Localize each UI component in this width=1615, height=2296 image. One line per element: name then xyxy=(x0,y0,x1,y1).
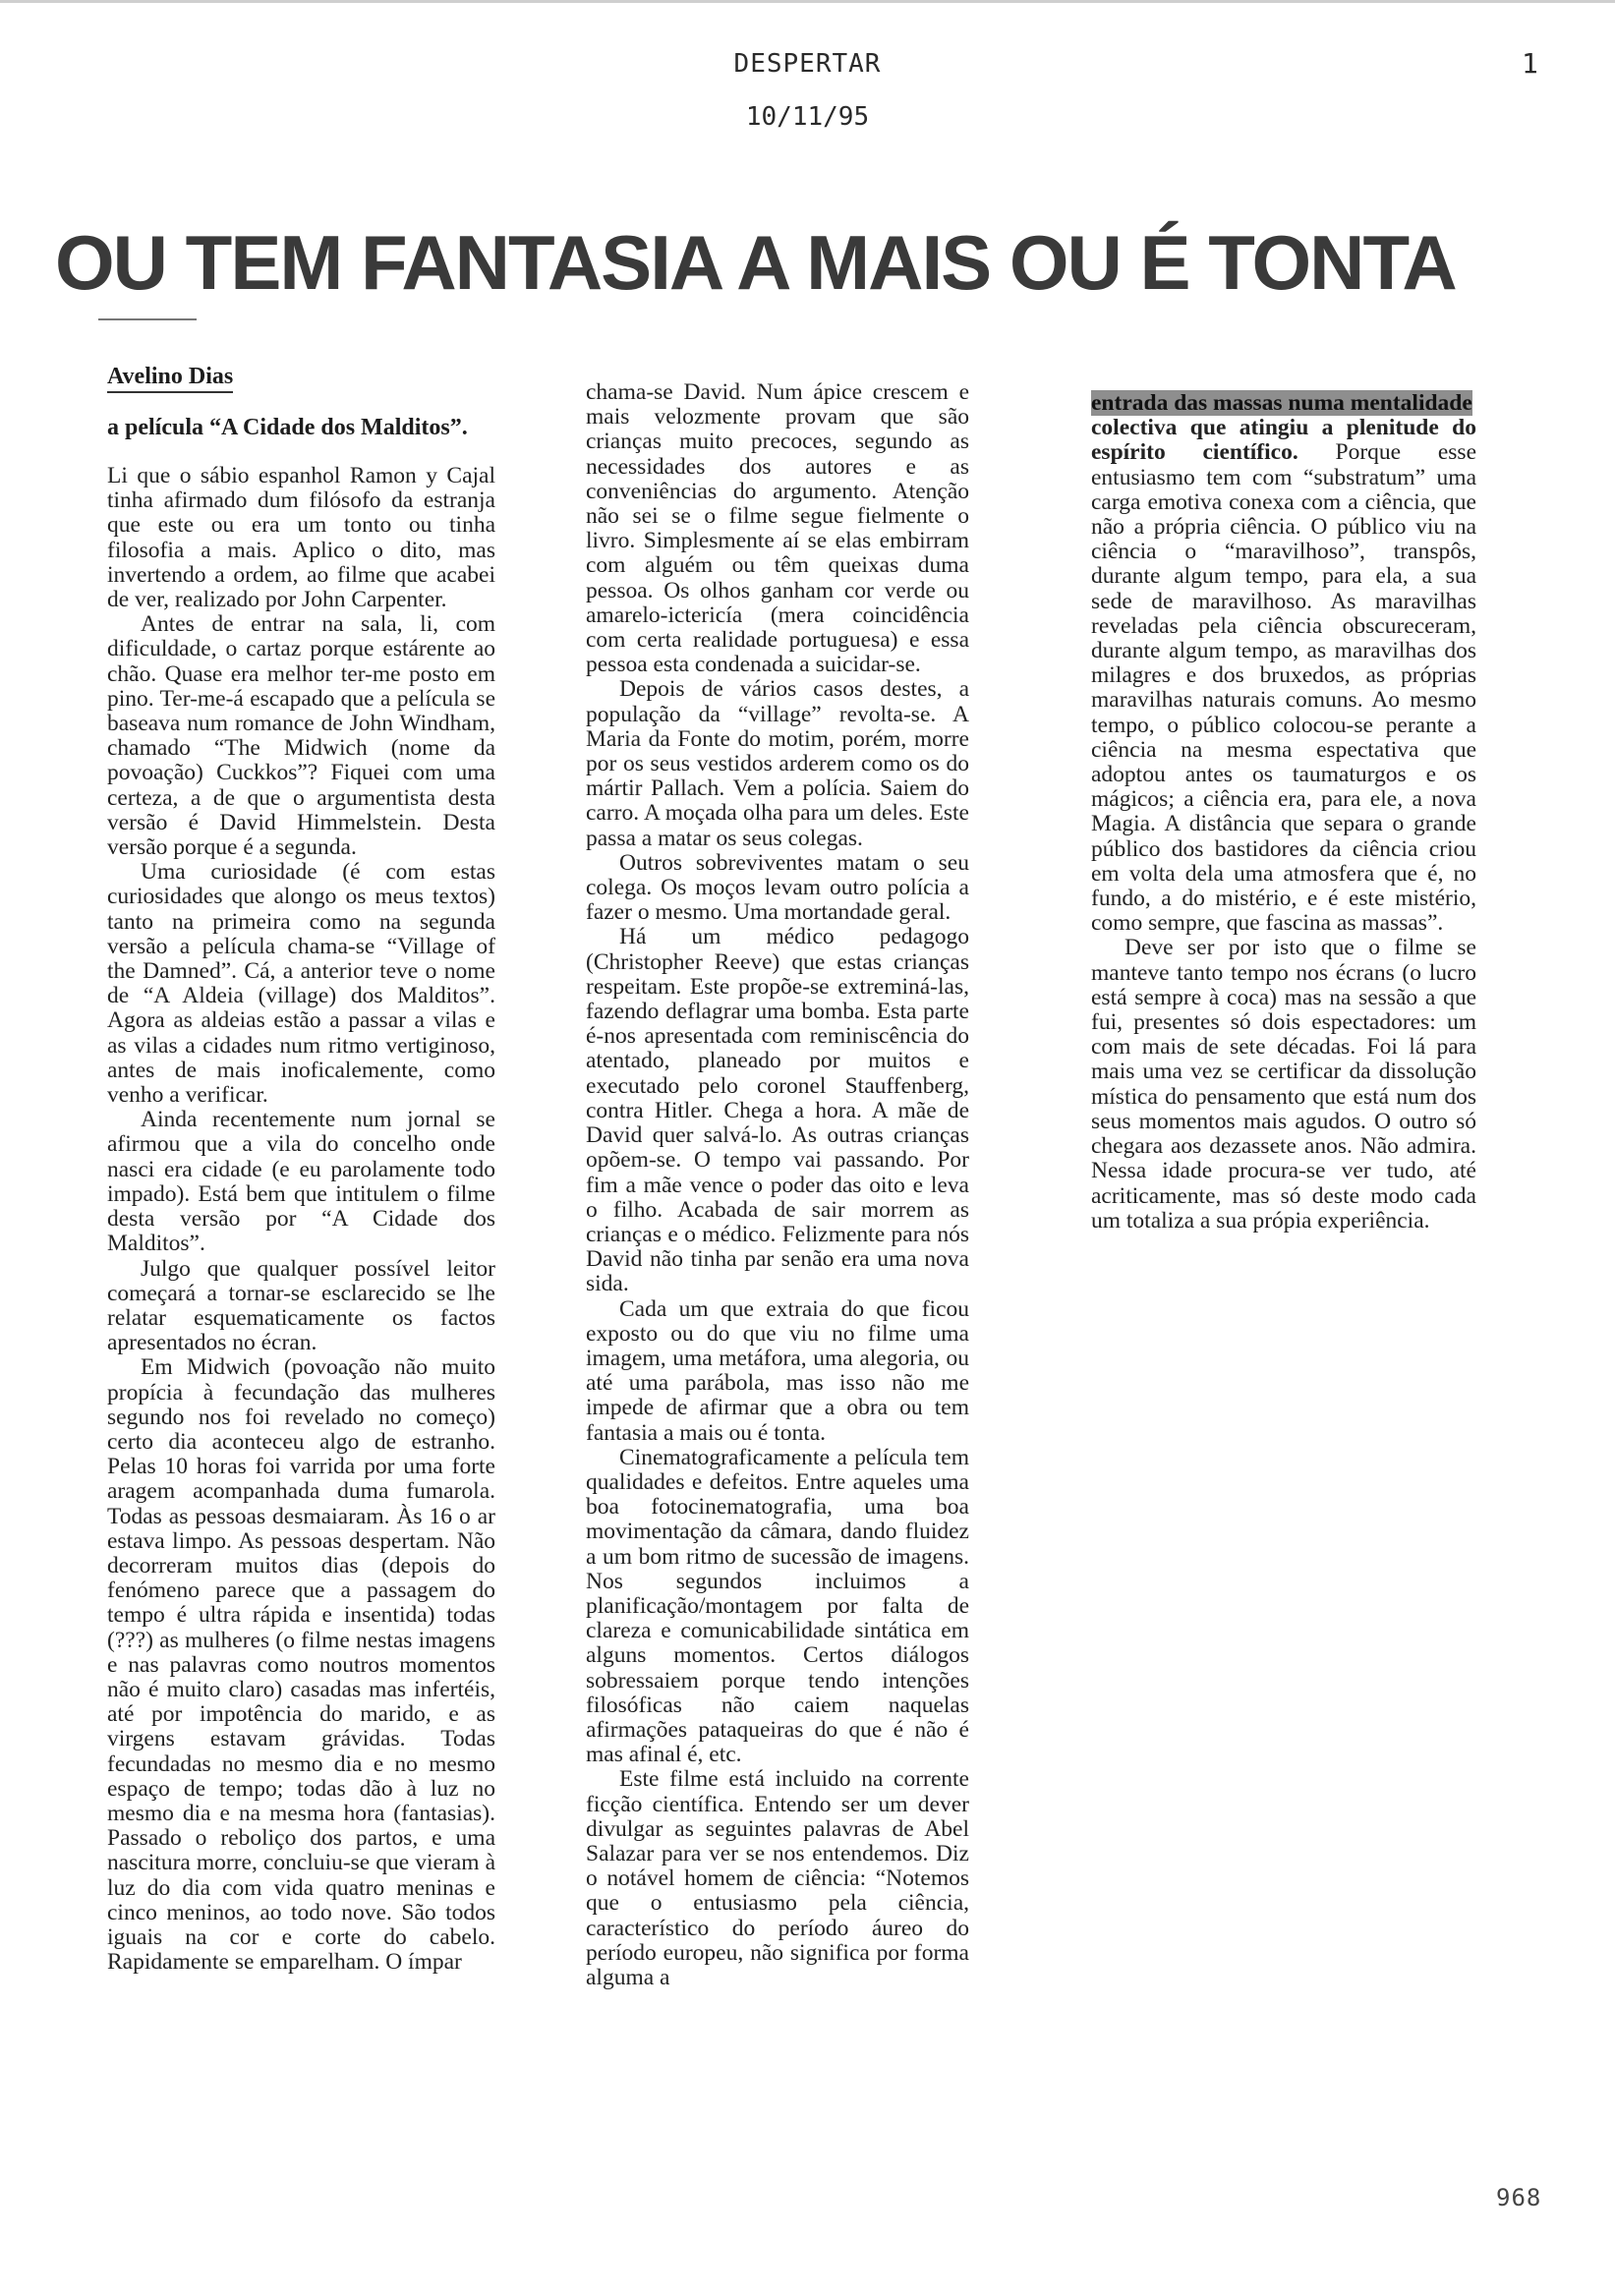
paragraph xyxy=(1091,391,1476,936)
headline-rule xyxy=(98,318,197,320)
paragraph: Julgo que qualquer possível leitor começará a tornar-se esclarecido se lhe relatar esquematicamente os factos apresentados no écran. xyxy=(107,1255,495,1356)
paragraph: Deve ser por isto que o filme se manteve tanto tempo nos écrans (o lucro está sempre à coca) mas na sessão a que fui, presentes só dois espectadores: um com mais de sete décadas. Foi lá para mais uma vez se certificar da dissolução mística do pensamento que está num dos seus momentos mais agudos. O outro só chegara aos dezassete anos. Não admira. Nessa idade procura-se ver tudo, até acriticamente, mas só deste modo cada um totaliza a sua própia experiência. xyxy=(1091,935,1476,1234)
archive-number: 968 xyxy=(1496,2184,1542,2211)
publication-name: DESPERTAR xyxy=(733,49,882,79)
intro-line: a película “A Cidade dos Malditos”. xyxy=(107,415,468,440)
paragraph: Uma curiosidade (é com estas curiosidades que alongo os meus textos) tanto na primeira como na segunda versão a película chama-se “Village of the Damned”. Cá, a anterior teve o nome de “A Aldeia (village) dos Malditos”. Agora as aldeias estão a passar a vilas e as vilas a cidades num ritmo vertiginoso, antes de mais inoficalemente, como venho a verificar. xyxy=(107,859,495,1109)
publication-date: 10/11/95 xyxy=(745,102,870,132)
paragraph: Li que o sábio espanhol Ramon y Cajal tinha afirmado dum filósofo da estranja que este ou era um tonto ou tinha filosofia a mais. Aplico o dito, mas invertendo a ordem, ao filme que acabei de ver, realizado por John Carpenter. xyxy=(107,463,495,613)
paragraph: Há um médico pedagogo (Christopher Reeve) que estas crianças respeitam. Este propõe-se extreminá-las, fazendo deflagrar uma bomba. Esta parte é-nos apresentada com reminiscência do atentado, planeado por muitos e executado pelo coronel Stauffenberg, contra Hitler. Chega a hora. A mãe de David quer salvá-lo. As outras crianças opõem-se. O tempo vai passando. Por fim a mãe vence o poder das oito e leva o filho. Acabada de sair morrem as crianças e o médico. Felizmente para nós David não tinha par senão era uma nova sida. xyxy=(586,924,969,1297)
paragraph: Antes de entrar na sala, li, com dificuldade, o cartaz porque estárente ao chão. Quase era melhor ter-me posto em pino. Ter-me-á escapado que a película se baseava num romance de John Windham, chamado “The Midwich (nome da povoação) Cuckkos”? Fiquei com uma certeza, a de que o argumentista desta versão é David Himmelstein. Desta versão porque é a segunda. xyxy=(107,611,495,861)
paragraph: Em Midwich (povoação não muito propícia à fecundação das mulheres segundo nos foi revelado no começo) certo dia aconteceu algo de estranho. Pelas 10 horas foi varrida por uma forte aragem acompanhada duma fumarola. Todas as pessoas desmaiaram. Às 16 o ar estava limpo. As pessoas despertam. Não decorreram muitos dias (depois do fenómeno parece que a passagem do tempo é ultra rápida e insentida) todas (???) as mulheres (o filme nestas imagens e nas palavras como noutros momentos não é muito claro) casadas mas infertéis, até por impotência do marido, e as virgens estavam grávidas. Todas fecundadas no mesmo dia e no mesmo espaço de tempo; todas dão à luz no mesmo dia e na mesma hora (fantasias). Passado o reboliço dos partos, e uma nascitura morre, concluiu-se que vieram à luz do dia com vida quatro meninas e cinco meninos, ao todo nove. São todos iguais na cor e corte do cabelo. Rapidamente se emparelham. O ímpar xyxy=(107,1354,495,1976)
lead-text: colectiva que atingiu a plenitude do espírito científico. xyxy=(1091,415,1476,466)
paragraph: Ainda recentemente num jornal se afirmou que a vila do concelho onde nasci era cidade (e eu parolamente todo impado). Está bem que intitulem o filme desta versão por “A Cidade dos Malditos”. xyxy=(107,1107,495,1257)
headline: OU TEM FANTASIA A MAIS OU É TONTA xyxy=(55,219,1456,306)
column-2 xyxy=(586,380,969,1990)
author-byline: Avelino Dias xyxy=(107,364,233,393)
top-border xyxy=(0,0,1615,3)
paragraph: Outros sobreviventes matam o seu colega. Os moços levam outro polícia a fazer o mesmo. Uma mortandade geral. xyxy=(586,849,969,926)
highlighted-text: entrada das massas numa mentalidade xyxy=(1091,390,1472,416)
paragraph: Cada um que extraia do que ficou exposto ou do que viu no filme uma imagem, uma metáfora, uma alegoria, ou até uma parábola, mas isso não me impede de afirmar que a obra ou tem fantasia a mais ou é tonta. xyxy=(586,1295,969,1446)
paragraph-text: Porque esse entusiasmo tem com “substratum” uma carga emotiva conexa com a ciência, que não a própria ciência. O público viu na ciência o “maravilhoso”, transpôs, durante algum tempo, para ela, a sua sede de maravilhoso. As maravilhas reveladas pela ciência obscureceram, durante algum tempo, as maravilhas dos milagres e dos bruxedos, as próprias maravilhas naturais comuns. Ao mesmo tempo, o público colocou-se perante a ciência na mesma espectativa que adoptou antes os taumaturgos e os mágicos; a ciência era, para ele, a nova Magia. A distância que separa o grande público dos bastidores da ciência criou em volta dela uma atmosfera que é, no fundo, a do mistério, e é este mistério, como sempre, que fascina as massas”. xyxy=(1091,439,1476,937)
paragraph: Cinematograficamente a película tem qualidades e defeitos. Entre aqueles uma boa fotocinematografia, uma boa movimentação da câmara, dando fluidez a um bom ritmo de sucessão de imagens. Nos segundos incluimos a planificação/montagem por falta de clareza e comunicabilidade sintática em alguns momentos. Certos diálogos sobressaiem porque tendo intenções filosóficas não caiem naquelas afirmações pataqueiras do que é não é mas afinal é, etc. xyxy=(586,1444,969,1768)
column-3 xyxy=(1091,391,1476,1234)
paragraph: Este filme está incluido na corrente ficção científica. Entendo ser um dever divulgar as seguintes palavras de Abel Salazar para ver se nos entendemos. Diz o notável homem de ciência: “Notemos que o entusiasmo pela ciência, característico do período áureo do período europeu, não significa por forma alguma a xyxy=(586,1766,969,1990)
paragraph: Depois de vários casos destes, a população da “village” revolta-se. A Maria da Fonte do motim, porém, morre por os seus vestidos arderem como os do mártir Pallach. Vem a polícia. Saiem do carro. A moçada olha para um deles. Este passa a matar os seus colegas. xyxy=(586,676,969,851)
paragraph: chama-se David. Num ápice crescem e mais velozmente provam que são crianças muito precoces, segundo as necessidades dos autores e as conveniências do argumento. Atenção não sei se o filme segue fielmente o livro. Simplesmente aí se elas embirram com alguém ou têm queixas duma pessoa. Os olhos ganham cor verde ou amarelo-ictericía (mera coincidência com certa realidade portuguesa) e essa pessoa esta condenada a suicidar-se. xyxy=(586,379,969,678)
page-number: 1 xyxy=(1522,47,1538,80)
column-1 xyxy=(107,464,495,1975)
